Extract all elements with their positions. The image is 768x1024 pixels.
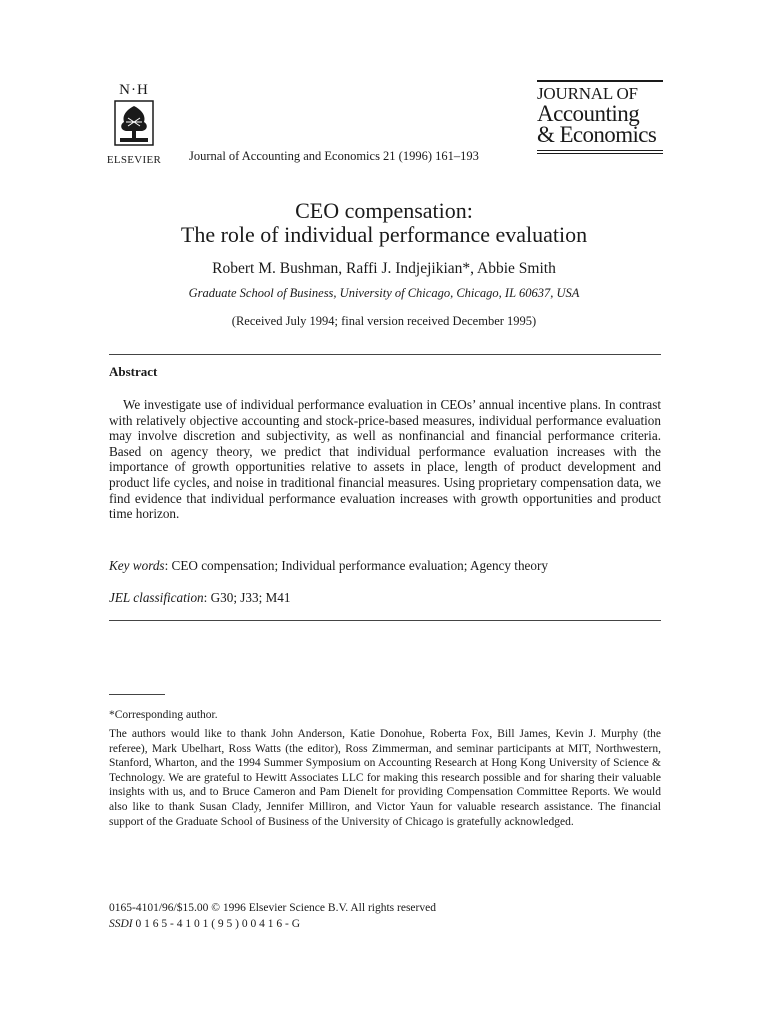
publisher-logo bbox=[104, 82, 164, 166]
journal-name-line3: & Economics bbox=[537, 122, 657, 147]
abstract-top-rule bbox=[109, 354, 661, 355]
footnote-rule bbox=[109, 694, 165, 695]
journal-name-line1: JOURNAL OF bbox=[537, 84, 638, 103]
journal-citation: Journal of Accounting and Economics 21 (1996) 161–193 bbox=[189, 149, 479, 163]
keywords bbox=[109, 558, 669, 574]
abstract-bottom-rule bbox=[109, 620, 661, 621]
keywords-label: Key words bbox=[109, 558, 165, 573]
abstract-heading: Abstract bbox=[109, 364, 158, 379]
masthead-top-rule bbox=[537, 80, 663, 82]
article-title-line2: The role of individual performance evaluation bbox=[180, 222, 588, 247]
abstract-text: We investigate use of individual performance evaluation in CEOs’ annual incentive plans. In contrast with relatively objective accounting and stock-price-based measures, individual performance evaluation may involve discretion and subjectivity, as well as nonfinancial and financial performance criteria. Based on agency theory, we predict that individual performance evaluation increases with the importance of growth opportunities relative to assets in place, length of product development and product life cycles, and noise in traditional financial measures. Using proprietary compensation data, we find evidence that individual performance evaluation increases with growth opportunities and product time horizon. bbox=[109, 397, 661, 522]
logo-monogram: N·H bbox=[119, 82, 149, 98]
author-affiliation: Graduate School of Business, University of Chicago, Chicago, IL 60637, USA bbox=[188, 286, 580, 300]
jel-label: JEL classification bbox=[109, 590, 204, 605]
received-dates: (Received July 1994; final version received December 1995) bbox=[231, 314, 537, 328]
ssdi-value: 0 1 6 5 - 4 1 0 1 ( 9 5 ) 0 0 4 1 6 - G bbox=[132, 918, 301, 930]
jel-classification bbox=[109, 590, 290, 606]
article-authors: Robert M. Bushman, Raffi J. Indjejikian*, Abbie Smith bbox=[212, 260, 556, 277]
masthead-bottom-rule bbox=[537, 150, 663, 151]
journal-masthead bbox=[537, 80, 663, 154]
elsevier-tree-icon bbox=[114, 100, 154, 146]
acknowledgments: The authors would like to thank John Anderson, Katie Donohue, Roberta Fox, Bill James, Kevin J. Murphy (the referee), Mark Ubelhart, Ross Watts (the editor), Ross Zimmerman, and seminar participants at MIT, Northwestern, Stanford, Wharton, and the 1994 Summer Symposium on Accounting Research at Hong Kong University of Science & Technology. We are grateful to Hewitt Associates LLC for making this research possible and for sharing their valuable insights with us, and to Bruce Cameron and Pam Dienelt for providing Compensation Committee Reports. We would also like to thank Susan Clady, Jennifer Milliron, and Victor Yaun for valuable research assistance. The financial support of the Graduate School of Business of the University of Chicago is gratefully acknowledged. bbox=[109, 728, 661, 828]
ssdi-label: SSDI bbox=[109, 918, 133, 930]
keywords-values: : CEO compensation; Individual performance evaluation; Agency theory bbox=[164, 558, 548, 573]
corresponding-author-note: *Corresponding author. bbox=[109, 709, 218, 721]
journal-name-line2: Accounting bbox=[537, 101, 640, 126]
publisher-name: ELSEVIER bbox=[106, 154, 162, 166]
jel-values: : G30; J33; M41 bbox=[203, 590, 291, 605]
copyright-line: 0165-4101/96/$15.00 © 1996 Elsevier Science B.V. All rights reserved bbox=[109, 902, 436, 914]
ssdi-line bbox=[109, 918, 300, 930]
article-title-line1: CEO compensation: bbox=[295, 198, 473, 223]
masthead-bottom-rule-2 bbox=[537, 153, 663, 154]
